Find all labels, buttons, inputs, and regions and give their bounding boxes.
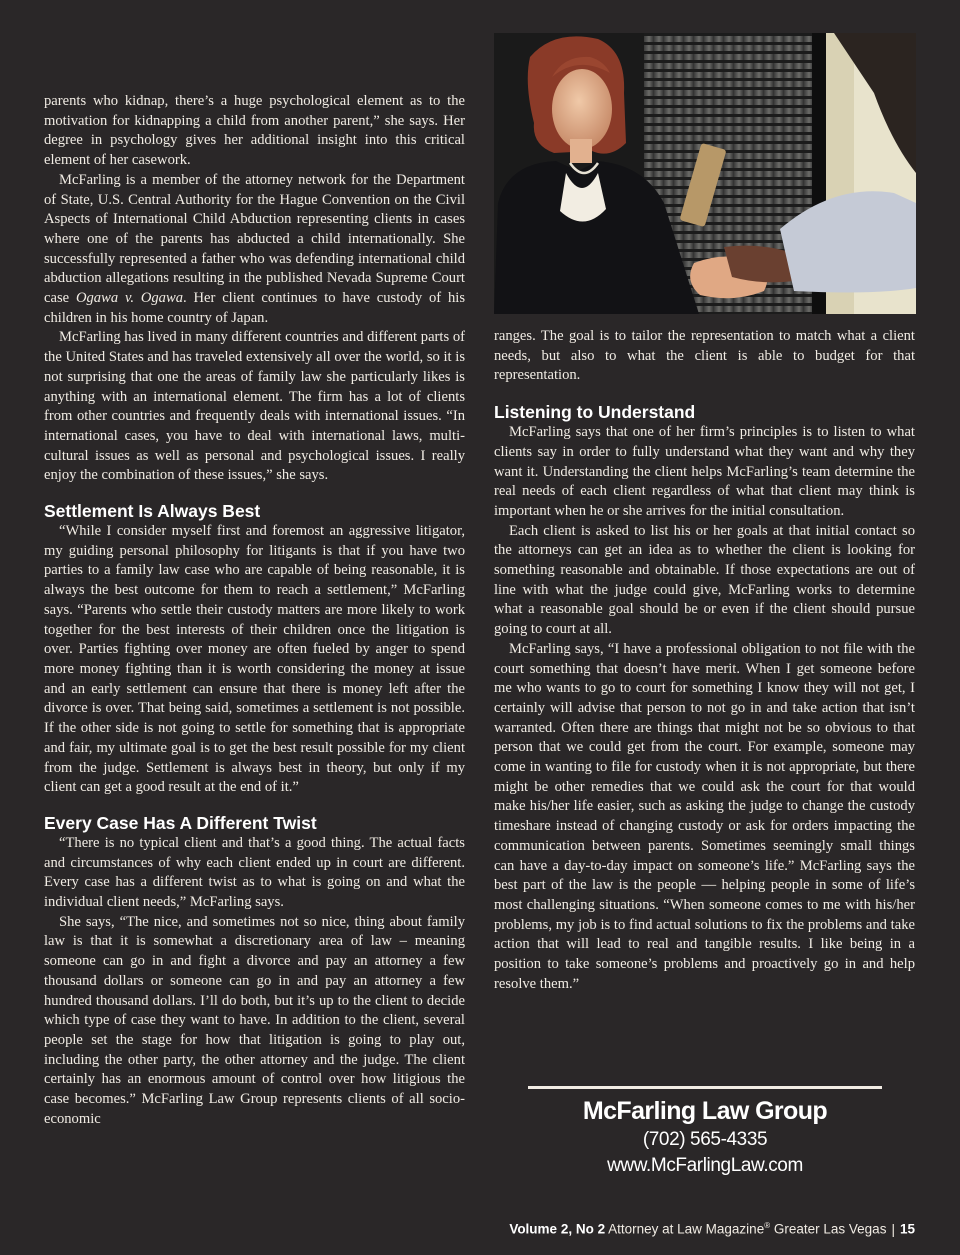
section-heading-twist: Every Case Has A Different Twist	[44, 812, 317, 833]
footer-separator: |	[891, 1221, 895, 1237]
edition-name: Greater Las Vegas	[773, 1221, 887, 1237]
firm-website: www.McFarlingLaw.com	[607, 1155, 803, 1176]
photo-handshake	[494, 33, 916, 314]
registered-mark: ®	[764, 1221, 771, 1230]
firm-name: McFarling Law Group	[582, 1097, 828, 1125]
issue-label: Volume 2, No 2	[509, 1221, 606, 1237]
right-column	[494, 327, 915, 995]
paragraph: McFarling has lived in many different countries and different parts of the United States and has traveled extensively all over the world, so it is not surprising that one the areas of family law she particularly likes is anything with an international element. The firm has a lot of clients from other countries and frequently deals with international issues. “In international cases, you have to deal with international laws, multi-cultural issues as well as personal and psychological issues. I really enjoy the combination of these issues,” she says.	[44, 329, 465, 484]
paragraph: McFarling is a member of the attorney network for the Department of State, U.S. Central Authority for the Hague Convention on the Civil Aspects of International Child Abduction representing clients in cases where one of the parents has abducted a child internationally. She successfully represented a father who was defending international child abduction allegations resulting in the published Nevada Supreme Court case Ogawa v. Ogawa. Her client continues to have custody of his children in his home country of Japan.	[44, 171, 466, 326]
firm-phone: (702) 565-4335	[642, 1129, 768, 1150]
section-heading-listening: Listening to Understand	[494, 402, 696, 423]
section-heading-settlement: Settlement Is Always Best	[44, 501, 261, 522]
page-footer	[509, 1221, 915, 1237]
paragraph: “There is no typical client and that’s a good thing. The actual facts and circumstances of why each client ended up in court are different. Every case has a different twist as to what is going on and what the individual client needs,” McFarling says.	[44, 834, 465, 911]
paragraph: She says, “The nice, and sometimes not so nice, thing about family law is that it is somewhat a discretionary area of law – meaning someone can go in and fight a divorce and pay an attorney a few thousand dollars or someone can go in and pay an attorney a few hundred thousand dollars. I’ll do both, but it’s up to the client to decide which type of case they want to have. In addition to the client, several people set the stage for how that litigation is going to play out, including the other party, the other attorney and the judge. The client certainly has an enormous amount of control over how litigious the case becomes.” McFarling Law Group represents clients of all socio-economic	[44, 913, 465, 1127]
case-citation: Ogawa v. Ogawa	[75, 290, 183, 307]
divider	[528, 1086, 882, 1089]
paragraph: parents who kidnap, there’s a huge psychological element as to the motivation for kidnapping a child from another parent,” she says. Her degree in psychology gives her additional insight into this critical element of her casework.	[44, 93, 465, 169]
paragraph: McFarling says, “I have a professional obligation to not file with the court something that doesn’t have merit. When I get someone before me who wants to go to court for something I know they will not get, I certainly will advise that person to not go in and take action that isn’t warranted. Often there are things that might not be so obvious to that person that we could get from the court. For example, someone may come in wanting to file for custody when it is not appropriate, but there might be other remedies that we could ask the court for that would make his/her life easier, such as asking the judge to change the custody timeshare instead of changing custody or ask for orders impacting the communication between parents. Sometimes seemingly small things can have a day-to-day impact on someone’s life.” McFarling says the best part of the law is the people — helping people in some of life’s most challenging situations. “When someone comes to me with his/her problems, my job is to find actual solutions to fix the problems and take action that will lead to real and tangible results. I like being in a position to take someone’s problems and proactively go in and help resolve them.”	[494, 640, 915, 992]
paragraph: ranges. The goal is to tailor the representation to match what a client needs, but also to what the client is able to budget for that representation.	[494, 328, 915, 384]
left-column	[44, 92, 465, 1129]
paragraph: McFarling says that one of her firm’s principles is to listen to what clients say in order to fully understand what they want and why they want it. Understanding the client helps McFarling’s team determine the real needs of each client regardless of what that client may think is important when he or she arrives for the initial consultation.	[494, 424, 915, 519]
paragraph: Each client is asked to list his or her goals at that initial contact so the attorneys can get an idea as to whether the client is looking for something reasonable and obtainable. If those expectations are out of line with what the judge could give, McFarling works to determine what a reasonable goal should be or even if the client should pursue going to court at all.	[494, 522, 915, 638]
magazine-name: Attorney at Law Magazine	[608, 1221, 765, 1237]
paragraph: “While I consider myself first and foremost an aggressive litigator, my guiding personal philosophy for litigants is that if you have two parties to a family law case who are capable of being reasonable, it is always the best outcome for them to reach a settlement,” McFarling says. “Parents who settle their custody matters are more likely to work together for the best interests of their children once the litigation is over. Parties fighting over money are often fueled by anger to spend more money fighting than it is worth considering the money at issue and an early settlement can ensure that there is money left after the divorce is over. That being said, sometimes a settlement is not possible. If the other side is not going to settle for something that is appropriate and fair, my ultimate goal is to get the best result possible for my client from the judge. Settlement is always best in theory, but only if my client can get a good result at the end of it.”	[44, 523, 465, 796]
page-number: 15	[899, 1221, 915, 1237]
contact-box	[528, 1086, 882, 1179]
